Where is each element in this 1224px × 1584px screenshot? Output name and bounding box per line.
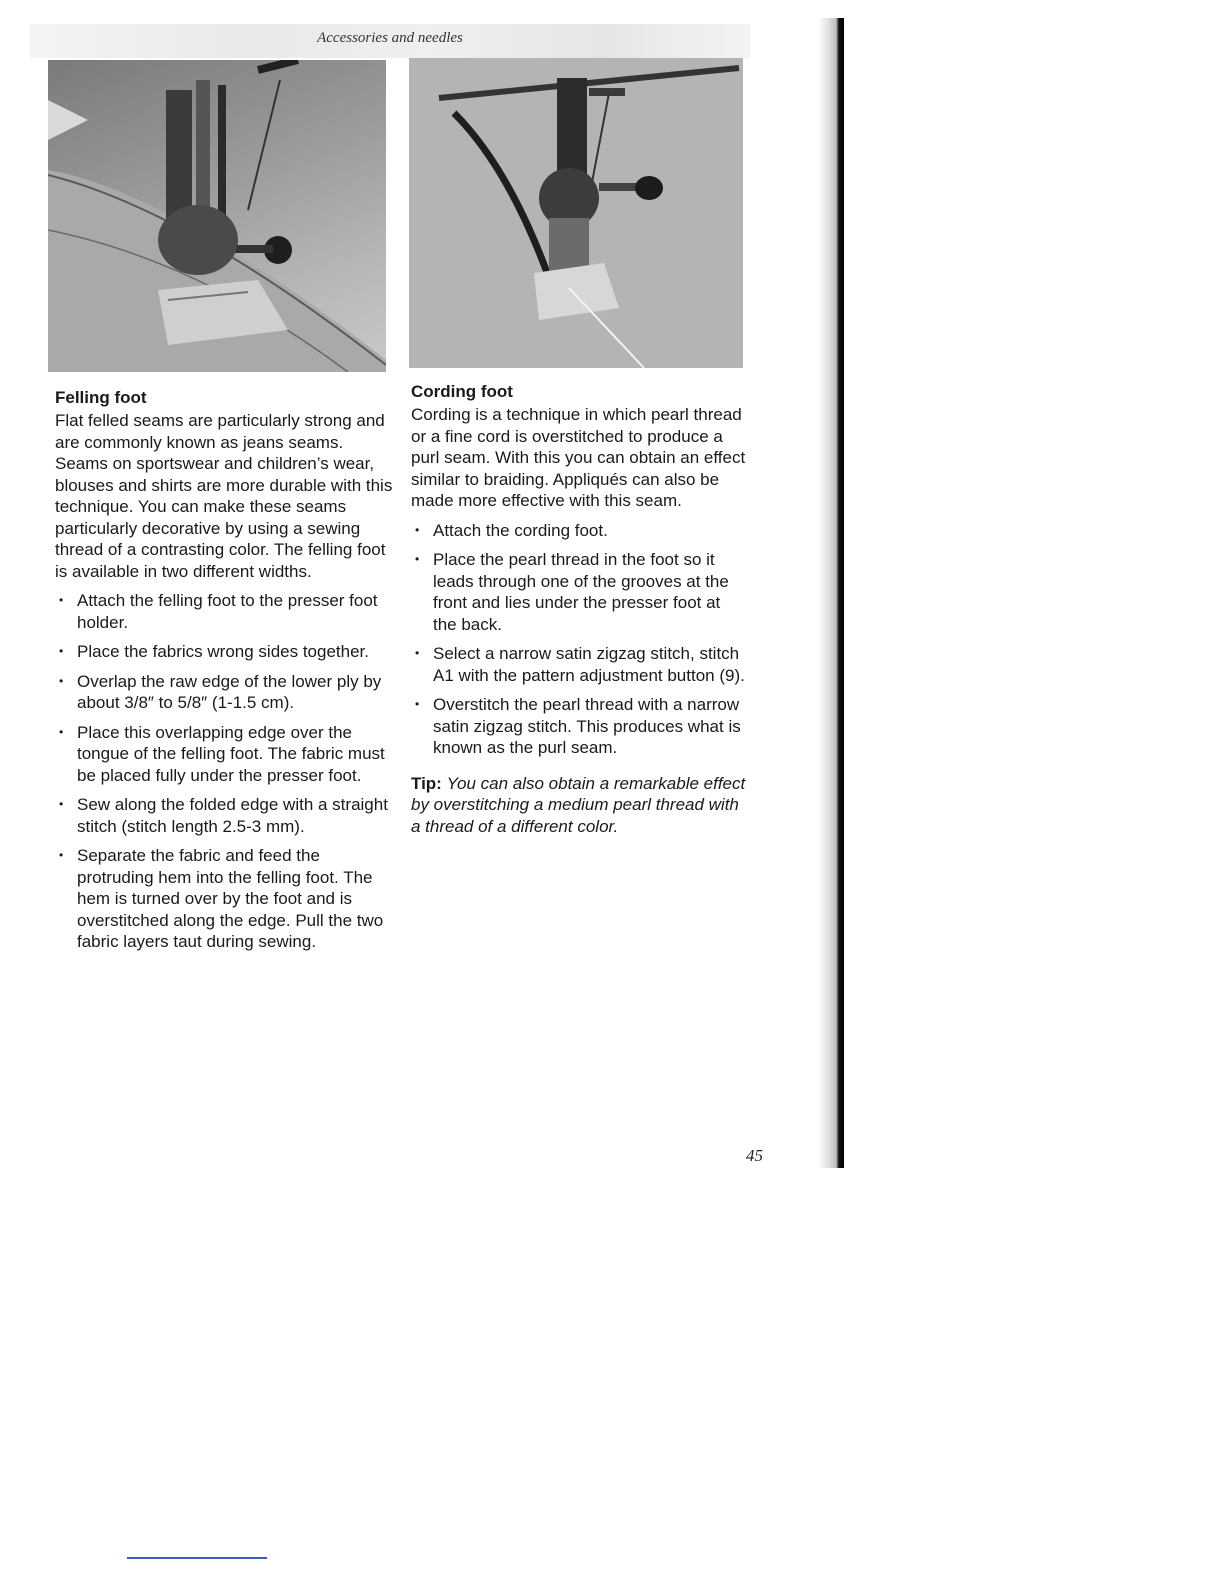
felling-foot-photo: [48, 60, 386, 372]
felling-foot-intro: Flat felled seams are particularly strong and are commonly known as jeans seams. Seams on sportswear and children’s wear, blouses and shirts are more durable with this technique. You can make these seams particularly decorative by using a sewing thread of a contrasting color. The felling foot is available in two different widths.: [55, 411, 393, 581]
running-head: Accessories and needles: [317, 30, 463, 46]
list-item: • Place the pearl thread in the foot so it leads through one of the grooves at the front and lies under the presser foot at the back.: [411, 549, 747, 635]
list-item: • Place this overlapping edge over the tongue of the felling foot. The fabric must be placed fully under the presser foot.: [55, 722, 393, 787]
list-item: • Select a narrow satin zigzag stitch, stitch A1 with the pattern adjustment button (9).: [411, 643, 747, 686]
cording-foot-heading: Cording foot: [411, 382, 513, 401]
cording-foot-intro: Cording is a technique in which pearl thread or a fine cord is overstitched to produce a purl seam. With this you can obtain an effect similar to braiding. Appliqués can also be made more effective with this seam.: [411, 405, 746, 510]
list-item: • Attach the felling foot to the presser foot holder.: [55, 590, 393, 633]
list-item: • Sew along the folded edge with a straight stitch (stitch length 2.5-3 mm).: [55, 794, 393, 837]
page-number: 45: [746, 1146, 763, 1165]
cording-foot-photo: [409, 58, 743, 368]
felling-foot-section: [55, 387, 393, 953]
list-item: • Separate the fabric and feed the protruding hem into the felling foot. The hem is turned over by the foot and is overstitched along the edge. Pull the two fabric layers taut during sewing.: [55, 845, 393, 953]
list-item: • Attach the cording foot.: [411, 520, 747, 542]
list-item: • Overstitch the pearl thread with a narrow satin zigzag stitch. This produces what is known as the purl seam.: [411, 694, 747, 759]
felling-foot-heading: Felling foot: [55, 388, 147, 407]
list-item: • Overlap the raw edge of the lower ply by about 3/8″ to 5/8″ (1-1.5 cm).: [55, 671, 393, 714]
tip-label: Tip:: [411, 773, 442, 793]
list-item: • Place the fabrics wrong sides together.: [55, 641, 393, 663]
footer-rule: [127, 1557, 267, 1559]
tip-note: [411, 773, 747, 838]
tip-text: You can also obtain a remarkable effect by overstitching a medium pearl thread with a thread of a different color.: [411, 773, 746, 836]
cording-foot-steps: [411, 520, 747, 759]
felling-foot-steps: [55, 590, 393, 953]
cording-foot-section: [411, 381, 747, 837]
binding-shadow: [818, 18, 844, 1168]
